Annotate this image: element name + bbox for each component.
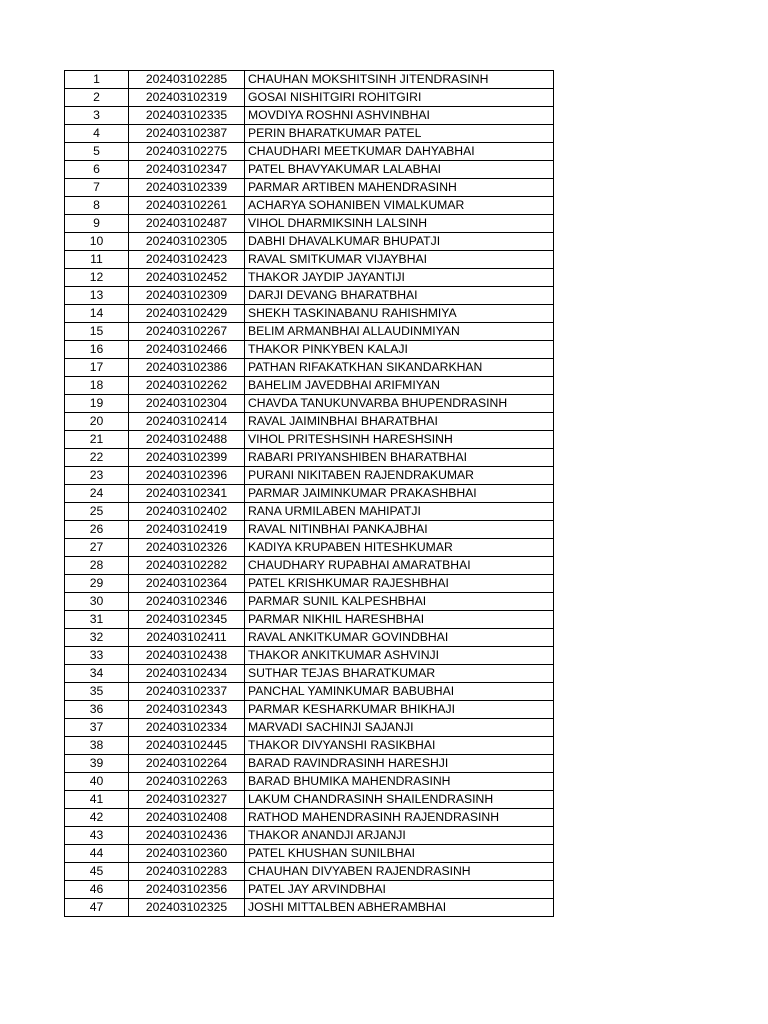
serial-number-cell: 8	[65, 197, 129, 215]
application-number-cell: 202403102387	[129, 125, 245, 143]
candidate-name-cell: VIHOL PRITESHSINH HARESHSINH	[245, 431, 554, 449]
table-row	[65, 125, 554, 143]
candidate-name-cell: PARMAR ARTIBEN MAHENDRASINH	[245, 179, 554, 197]
application-number-cell: 202403102262	[129, 377, 245, 395]
table-row	[65, 701, 554, 719]
application-number-cell: 202403102436	[129, 827, 245, 845]
table-row	[65, 179, 554, 197]
table-row	[65, 215, 554, 233]
candidate-name-cell: THAKOR ANANDJI ARJANJI	[245, 827, 554, 845]
table-row	[65, 809, 554, 827]
candidate-name-cell: BELIM ARMANBHAI ALLAUDINMIYAN	[245, 323, 554, 341]
serial-number-cell: 31	[65, 611, 129, 629]
table-row	[65, 467, 554, 485]
table-row	[65, 611, 554, 629]
serial-number-cell: 28	[65, 557, 129, 575]
application-number-cell: 202403102414	[129, 413, 245, 431]
application-number-cell: 202403102402	[129, 503, 245, 521]
table-row	[65, 845, 554, 863]
candidate-name-cell: PATEL KRISHKUMAR RAJESHBHAI	[245, 575, 554, 593]
candidate-name-cell: THAKOR PINKYBEN KALAJI	[245, 341, 554, 359]
application-number-cell: 202403102386	[129, 359, 245, 377]
candidate-name-cell: SHEKH TASKINABANU RAHISHMIYA	[245, 305, 554, 323]
serial-number-cell: 29	[65, 575, 129, 593]
candidate-name-cell: MOVDIYA ROSHNI ASHVINBHAI	[245, 107, 554, 125]
serial-number-cell: 36	[65, 701, 129, 719]
serial-number-cell: 25	[65, 503, 129, 521]
table-row	[65, 881, 554, 899]
application-number-cell: 202403102347	[129, 161, 245, 179]
candidate-name-cell: PARMAR SUNIL KALPESHBHAI	[245, 593, 554, 611]
serial-number-cell: 40	[65, 773, 129, 791]
application-number-cell: 202403102305	[129, 233, 245, 251]
serial-number-cell: 35	[65, 683, 129, 701]
serial-number-cell: 27	[65, 539, 129, 557]
candidate-name-cell: RABARI PRIYANSHIBEN BHARATBHAI	[245, 449, 554, 467]
candidate-name-cell: PANCHAL YAMINKUMAR BABUBHAI	[245, 683, 554, 701]
application-number-cell: 202403102360	[129, 845, 245, 863]
serial-number-cell: 11	[65, 251, 129, 269]
candidate-name-cell: LAKUM CHANDRASINH SHAILENDRASINH	[245, 791, 554, 809]
application-number-cell: 202403102411	[129, 629, 245, 647]
candidate-name-cell: RAVAL SMITKUMAR VIJAYBHAI	[245, 251, 554, 269]
candidate-name-cell: BAHELIM JAVEDBHAI ARIFMIYAN	[245, 377, 554, 395]
candidate-name-cell: PATEL BHAVYAKUMAR LALABHAI	[245, 161, 554, 179]
application-number-cell: 202403102319	[129, 89, 245, 107]
candidate-name-cell: CHAUHAN DIVYABEN RAJENDRASINH	[245, 863, 554, 881]
table-row	[65, 719, 554, 737]
serial-number-cell: 15	[65, 323, 129, 341]
table-row	[65, 827, 554, 845]
serial-number-cell: 4	[65, 125, 129, 143]
serial-number-cell: 1	[65, 71, 129, 89]
candidate-name-cell: RANA URMILABEN MAHIPATJI	[245, 503, 554, 521]
serial-number-cell: 41	[65, 791, 129, 809]
candidate-name-cell: RAVAL JAIMINBHAI BHARATBHAI	[245, 413, 554, 431]
table-row	[65, 413, 554, 431]
candidate-name-cell: BARAD BHUMIKA MAHENDRASINH	[245, 773, 554, 791]
candidate-name-cell: PARMAR NIKHIL HARESHBHAI	[245, 611, 554, 629]
candidate-name-cell: MARVADI SACHINJI SAJANJI	[245, 719, 554, 737]
application-number-cell: 202403102285	[129, 71, 245, 89]
candidate-name-cell: PARMAR JAIMINKUMAR PRAKASHBHAI	[245, 485, 554, 503]
application-number-cell: 202403102341	[129, 485, 245, 503]
table-row	[65, 683, 554, 701]
table-row	[65, 359, 554, 377]
serial-number-cell: 13	[65, 287, 129, 305]
table-row	[65, 233, 554, 251]
table-row	[65, 737, 554, 755]
table-row	[65, 503, 554, 521]
table-row	[65, 629, 554, 647]
application-number-cell: 202403102423	[129, 251, 245, 269]
application-number-cell: 202403102335	[129, 107, 245, 125]
table-row	[65, 647, 554, 665]
candidate-name-cell: THAKOR JAYDIP JAYANTIJI	[245, 269, 554, 287]
application-number-cell: 202403102364	[129, 575, 245, 593]
serial-number-cell: 26	[65, 521, 129, 539]
candidate-name-cell: THAKOR DIVYANSHI RASIKBHAI	[245, 737, 554, 755]
candidate-name-cell: DARJI DEVANG BHARATBHAI	[245, 287, 554, 305]
table-row	[65, 305, 554, 323]
candidate-name-cell: CHAUDHARY RUPABHAI AMARATBHAI	[245, 557, 554, 575]
table-row	[65, 377, 554, 395]
application-number-cell: 202403102419	[129, 521, 245, 539]
application-number-cell: 202403102326	[129, 539, 245, 557]
candidate-name-cell: CHAVDA TANUKUNVARBA BHUPENDRASINH	[245, 395, 554, 413]
serial-number-cell: 45	[65, 863, 129, 881]
serial-number-cell: 10	[65, 233, 129, 251]
table-row	[65, 323, 554, 341]
candidate-name-cell: RAVAL NITINBHAI PANKAJBHAI	[245, 521, 554, 539]
candidate-name-cell: ACHARYA SOHANIBEN VIMALKUMAR	[245, 197, 554, 215]
application-number-cell: 202403102452	[129, 269, 245, 287]
table-row	[65, 665, 554, 683]
table-row	[65, 161, 554, 179]
table-row	[65, 539, 554, 557]
serial-number-cell: 30	[65, 593, 129, 611]
application-number-cell: 202403102466	[129, 341, 245, 359]
table-row	[65, 575, 554, 593]
candidate-name-cell: GOSAI NISHITGIRI ROHITGIRI	[245, 89, 554, 107]
candidate-name-cell: PATEL KHUSHAN SUNILBHAI	[245, 845, 554, 863]
serial-number-cell: 17	[65, 359, 129, 377]
application-number-cell: 202403102304	[129, 395, 245, 413]
serial-number-cell: 24	[65, 485, 129, 503]
application-number-cell: 202403102325	[129, 899, 245, 917]
table-row	[65, 269, 554, 287]
candidate-name-cell: PARMAR KESHARKUMAR BHIKHAJI	[245, 701, 554, 719]
serial-number-cell: 14	[65, 305, 129, 323]
serial-number-cell: 37	[65, 719, 129, 737]
table-row	[65, 899, 554, 917]
serial-number-cell: 42	[65, 809, 129, 827]
candidate-name-cell: THAKOR ANKITKUMAR ASHVINJI	[245, 647, 554, 665]
serial-number-cell: 33	[65, 647, 129, 665]
serial-number-cell: 38	[65, 737, 129, 755]
serial-number-cell: 44	[65, 845, 129, 863]
serial-number-cell: 22	[65, 449, 129, 467]
application-number-cell: 202403102337	[129, 683, 245, 701]
application-number-cell: 202403102488	[129, 431, 245, 449]
candidate-list-body	[65, 71, 554, 917]
application-number-cell: 202403102263	[129, 773, 245, 791]
table-row	[65, 791, 554, 809]
serial-number-cell: 21	[65, 431, 129, 449]
application-number-cell: 202403102309	[129, 287, 245, 305]
serial-number-cell: 46	[65, 881, 129, 899]
application-number-cell: 202403102429	[129, 305, 245, 323]
table-row	[65, 521, 554, 539]
table-row	[65, 557, 554, 575]
table-row	[65, 395, 554, 413]
candidate-list-table	[64, 70, 554, 917]
application-number-cell: 202403102445	[129, 737, 245, 755]
table-row	[65, 593, 554, 611]
table-row	[65, 755, 554, 773]
application-number-cell: 202403102264	[129, 755, 245, 773]
table-row	[65, 107, 554, 125]
serial-number-cell: 9	[65, 215, 129, 233]
table-row	[65, 197, 554, 215]
application-number-cell: 202403102334	[129, 719, 245, 737]
application-number-cell: 202403102327	[129, 791, 245, 809]
serial-number-cell: 16	[65, 341, 129, 359]
application-number-cell: 202403102267	[129, 323, 245, 341]
application-number-cell: 202403102345	[129, 611, 245, 629]
table-row	[65, 143, 554, 161]
serial-number-cell: 12	[65, 269, 129, 287]
serial-number-cell: 34	[65, 665, 129, 683]
application-number-cell: 202403102339	[129, 179, 245, 197]
table-row	[65, 773, 554, 791]
candidate-name-cell: CHAUDHARI MEETKUMAR DAHYABHAI	[245, 143, 554, 161]
application-number-cell: 202403102399	[129, 449, 245, 467]
application-number-cell: 202403102282	[129, 557, 245, 575]
table-row	[65, 485, 554, 503]
table-row	[65, 71, 554, 89]
serial-number-cell: 23	[65, 467, 129, 485]
table-row	[65, 341, 554, 359]
application-number-cell: 202403102438	[129, 647, 245, 665]
application-number-cell: 202403102487	[129, 215, 245, 233]
serial-number-cell: 32	[65, 629, 129, 647]
application-number-cell: 202403102434	[129, 665, 245, 683]
application-number-cell: 202403102283	[129, 863, 245, 881]
serial-number-cell: 2	[65, 89, 129, 107]
candidate-name-cell: DABHI DHAVALKUMAR BHUPATJI	[245, 233, 554, 251]
candidate-name-cell: PURANI NIKITABEN RAJENDRAKUMAR	[245, 467, 554, 485]
table-row	[65, 449, 554, 467]
candidate-name-cell: KADIYA KRUPABEN HITESHKUMAR	[245, 539, 554, 557]
serial-number-cell: 3	[65, 107, 129, 125]
candidate-name-cell: RATHOD MAHENDRASINH RAJENDRASINH	[245, 809, 554, 827]
application-number-cell: 202403102261	[129, 197, 245, 215]
serial-number-cell: 39	[65, 755, 129, 773]
candidate-name-cell: CHAUHAN MOKSHITSINH JITENDRASINH	[245, 71, 554, 89]
candidate-name-cell: SUTHAR TEJAS BHARATKUMAR	[245, 665, 554, 683]
table-row	[65, 89, 554, 107]
serial-number-cell: 47	[65, 899, 129, 917]
serial-number-cell: 20	[65, 413, 129, 431]
table-row	[65, 863, 554, 881]
candidate-name-cell: PATHAN RIFAKATKHAN SIKANDARKHAN	[245, 359, 554, 377]
candidate-name-cell: PATEL JAY ARVINDBHAI	[245, 881, 554, 899]
table-row	[65, 431, 554, 449]
application-number-cell: 202403102346	[129, 593, 245, 611]
candidate-name-cell: VIHOL DHARMIKSINH LALSINH	[245, 215, 554, 233]
table-row	[65, 287, 554, 305]
serial-number-cell: 43	[65, 827, 129, 845]
application-number-cell: 202403102396	[129, 467, 245, 485]
serial-number-cell: 7	[65, 179, 129, 197]
application-number-cell: 202403102408	[129, 809, 245, 827]
candidate-name-cell: PERIN BHARATKUMAR PATEL	[245, 125, 554, 143]
candidate-name-cell: JOSHI MITTALBEN ABHERAMBHAI	[245, 899, 554, 917]
table-row	[65, 251, 554, 269]
serial-number-cell: 19	[65, 395, 129, 413]
serial-number-cell: 6	[65, 161, 129, 179]
application-number-cell: 202403102343	[129, 701, 245, 719]
candidate-name-cell: RAVAL ANKITKUMAR GOVINDBHAI	[245, 629, 554, 647]
application-number-cell: 202403102275	[129, 143, 245, 161]
serial-number-cell: 18	[65, 377, 129, 395]
candidate-name-cell: BARAD RAVINDRASINH HARESHJI	[245, 755, 554, 773]
application-number-cell: 202403102356	[129, 881, 245, 899]
serial-number-cell: 5	[65, 143, 129, 161]
